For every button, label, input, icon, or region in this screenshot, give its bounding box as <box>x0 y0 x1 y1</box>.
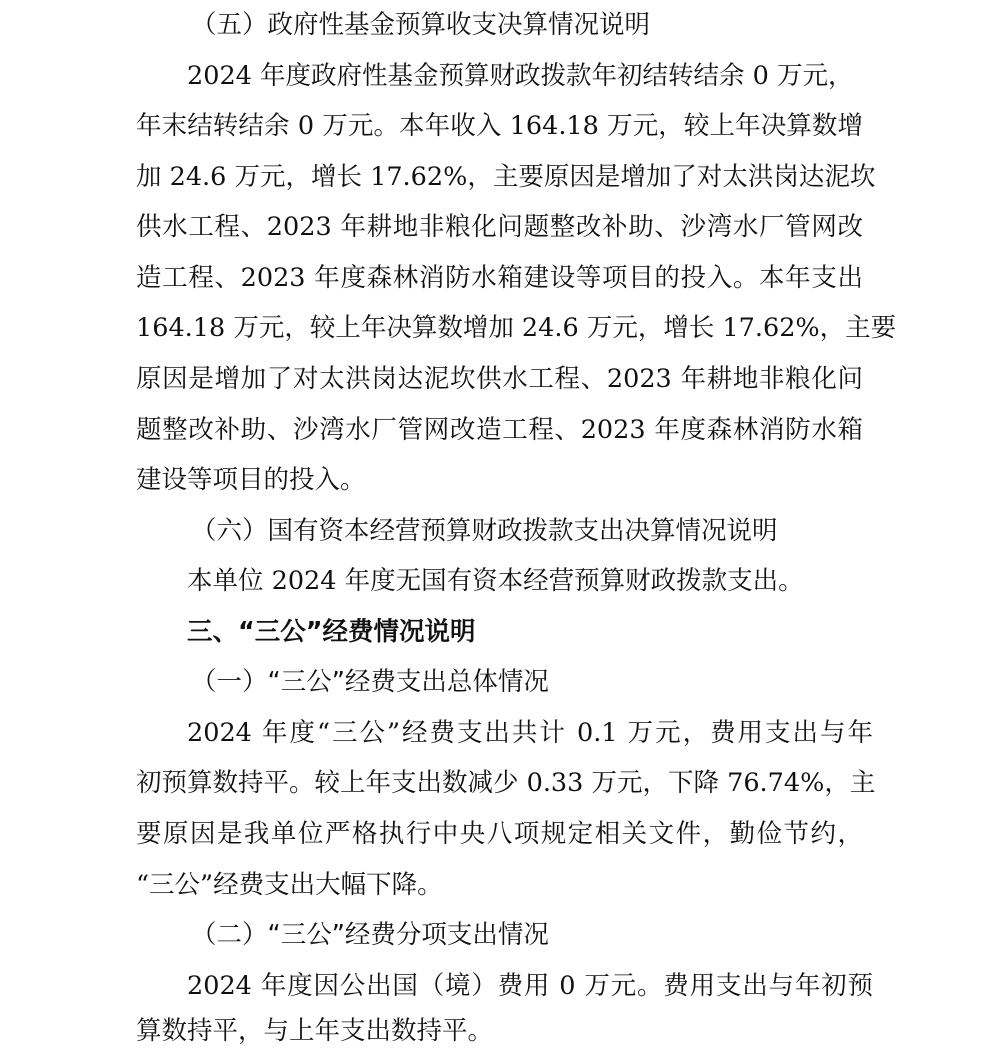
paragraph-line: 2024 年度政府性基金预算财政拨款年初结转结余 0 万元， <box>187 61 854 91</box>
paragraph-line: 要原因是我单位严格执行中央八项规定相关文件，勤俭节约， <box>136 819 863 849</box>
paragraph-line: 2024 年度“三公”经费支出共计 0.1 万元，费用支出与年 <box>187 718 873 748</box>
paragraph-line: 加 24.6 万元，增长 17.62%，主要原因是增加了对太洪岗达泥坎 <box>136 162 876 192</box>
paragraph-line: “三公”经费支出大幅下降。 <box>136 870 443 900</box>
paragraph-line: 建设等项目的投入。 <box>136 465 366 495</box>
paragraph-line: 造工程、2023 年度森林消防水箱建设等项目的投入。本年支出 <box>136 263 863 293</box>
paragraph-line: 原因是增加了对太洪岗达泥坎供水工程、2023 年耕地非粮化问 <box>136 364 863 394</box>
section-heading-5: （五）政府性基金预算收支决算情况说明 <box>191 10 651 40</box>
subsection-heading-2: （二）“三公”经费分项支出情况 <box>191 920 549 950</box>
paragraph-line: 本单位 2024 年度无国有资本经营预算财政拨款支出。 <box>187 566 804 596</box>
paragraph-line: 供水工程、2023 年耕地非粮化问题整改补助、沙湾水厂管网改 <box>136 212 863 242</box>
paragraph-line: 算数持平，与上年支出数持平。 <box>136 1016 494 1046</box>
paragraph-line: 2024 年度因公出国（境）费用 0 万元。费用支出与年初预 <box>187 971 873 1001</box>
subsection-heading-1: （一）“三公”经费支出总体情况 <box>191 667 549 697</box>
paragraph-line: 初预算数持平。较上年支出数减少 0.33 万元，下降 76.74%，主 <box>136 768 876 798</box>
paragraph-line: 年末结转结余 0 万元。本年收入 164.18 万元，较上年决算数增 <box>136 111 863 141</box>
chapter-heading-3: 三、“三公”经费情况说明 <box>187 617 476 647</box>
paragraph-line: 题整改补助、沙湾水厂管网改造工程、2023 年度森林消防水箱 <box>136 415 863 445</box>
section-heading-6: （六）国有资本经营预算财政拨款支出决算情况说明 <box>191 516 778 546</box>
paragraph-line: 164.18 万元，较上年决算数增加 24.6 万元，增长 17.62%，主要 <box>136 313 897 343</box>
